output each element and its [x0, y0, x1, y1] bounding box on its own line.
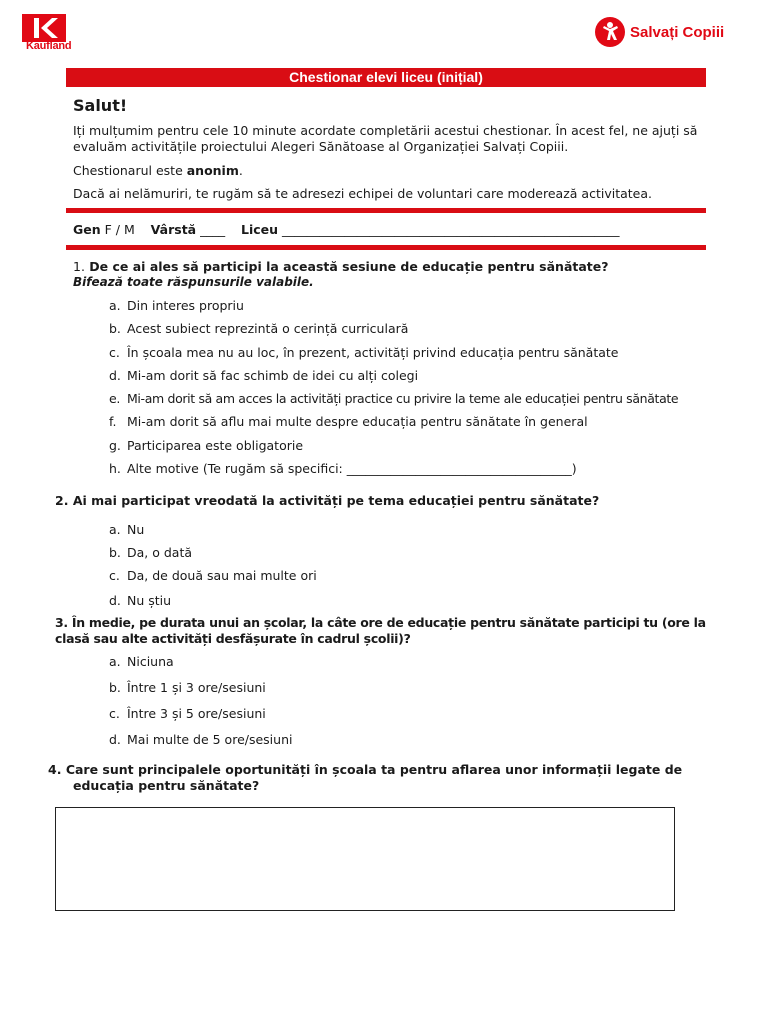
question-1 [73, 259, 609, 274]
salvati-copiii-logo-text: Salvați Copiii [630, 23, 725, 41]
intro-paragraph: Iți mulțumim pentru cele 10 minute acordate completării acestui chestionar. În acest fel, ne ajuți să evaluăm activitățile proiectului Alegeri Sănătoase al Organizației Salvați Copiii. [73, 123, 698, 154]
question-2-text: Ai mai participat vreodată la activități pe tema educației pentru sănătate? [72, 493, 600, 508]
question-1-number: 1. [73, 259, 85, 274]
question-1-hint: Bifează toate răspunsurile valabile. [73, 275, 314, 289]
option-text: În școala mea nu au loc, în prezent, activități privind educația pentru sănătate [127, 345, 619, 360]
age-label: Vârstă [150, 222, 197, 237]
separator-bar-top [66, 208, 706, 213]
option-letter: b. [109, 321, 121, 336]
question-3-text-line2: clasă sau alte activități desfășurate în cadrul școlii)? [55, 631, 411, 646]
q3-option-b[interactable] [109, 680, 266, 695]
question-4-text-line1: Care sunt principalele oportunități în școala ta pentru aflarea unor informații legate de [65, 762, 683, 777]
salvati-copiii-child-icon [594, 16, 626, 48]
q1-option-a[interactable] [109, 298, 244, 313]
q1-option-e[interactable] [109, 391, 678, 406]
option-text: Da, o dată [127, 545, 193, 560]
question-4 [48, 762, 682, 777]
option-letter: d. [109, 368, 121, 383]
separator-bar-bottom [66, 245, 706, 250]
option-letter: d. [109, 732, 121, 747]
q2-option-b[interactable] [109, 545, 192, 560]
option-letter: c. [109, 706, 120, 721]
option-text: Mi-am dorit să aflu mai multe despre educația pentru sănătate în general [127, 414, 588, 429]
option-text: Nu [127, 522, 145, 537]
kaufland-logo-icon [22, 14, 66, 42]
q1-option-f[interactable] [109, 414, 588, 429]
option-letter: f. [109, 414, 117, 429]
option-text: Participarea este obligatorie [127, 438, 304, 453]
option-text: Între 3 și 5 ore/sesiuni [127, 706, 266, 721]
anonymous-note-text: Chestionarul este [73, 163, 187, 178]
question-3-number: 3. [55, 615, 68, 630]
option-text: Nu știu [127, 593, 172, 608]
question-3-text-line1: În medie, pe durata unui an școlar, la câte ore de educație pentru sănătate participi tu (ore la [71, 615, 706, 630]
option-text: Din interes propriu [127, 298, 244, 313]
questionnaire-title: Chestionar elevi liceu (inițial) [66, 68, 706, 87]
option-letter: c. [109, 345, 120, 360]
option-text: Niciuna [127, 654, 174, 669]
option-letter: a. [109, 654, 121, 669]
q1-option-c[interactable] [109, 345, 619, 360]
option-letter: h. [109, 461, 121, 476]
demographics-row [73, 222, 620, 237]
q1-option-d[interactable] [109, 368, 418, 383]
gen-label: Gen [73, 222, 101, 237]
anonymous-note-end: . [238, 163, 243, 178]
question-2 [55, 493, 599, 508]
age-field[interactable]: ____ [200, 222, 226, 237]
option-letter: e. [109, 391, 120, 406]
option-letter: b. [109, 680, 121, 695]
greeting: Salut! [73, 96, 128, 115]
option-letter: d. [109, 593, 121, 608]
option-letter: g. [109, 438, 121, 453]
option-text: Alte motive (Te rugăm să specifici: ____________________________________) [127, 461, 577, 476]
option-text: Între 1 și 3 ore/sesiuni [127, 680, 266, 695]
option-text: Mi-am dorit să fac schimb de idei cu alți colegi [127, 368, 419, 383]
option-letter: a. [109, 298, 121, 313]
kaufland-logo-text: Kaufland [26, 40, 72, 52]
q1-option-h[interactable] [109, 461, 577, 476]
gen-options[interactable]: F / M [104, 222, 135, 237]
q3-option-a[interactable] [109, 654, 174, 669]
option-letter: a. [109, 522, 121, 537]
q2-option-d[interactable] [109, 593, 171, 608]
salvati-copiii-logo [594, 14, 724, 50]
option-text: Mi-am dorit să am acces la activități practice cu privire la teme ale educației pentru sănătate [127, 391, 679, 406]
option-text: Acest subiect reprezintă o cerință curriculară [127, 321, 409, 336]
anonymous-note [73, 163, 243, 178]
q2-option-a[interactable] [109, 522, 144, 537]
question-2-number: 2. [55, 493, 69, 508]
school-field[interactable]: ______________________________________________________ [282, 222, 620, 237]
q1-option-b[interactable] [109, 321, 408, 336]
q3-option-d[interactable] [109, 732, 292, 747]
option-text: Da, de două sau mai multe ori [127, 568, 317, 583]
question-1-text: De ce ai ales să participi la această sesiune de educație pentru sănătate? [89, 259, 609, 274]
option-text: Mai multe de 5 ore/sesiuni [127, 732, 293, 747]
option-letter: b. [109, 545, 121, 560]
question-4-number: 4. [48, 762, 62, 777]
question-4-answer-box[interactable] [55, 807, 675, 911]
anonymous-keyword: anonim [186, 163, 239, 178]
school-label: Liceu [241, 222, 279, 237]
question-4-text-line2: educația pentru sănătate? [73, 778, 260, 793]
q3-option-c[interactable] [109, 706, 266, 721]
q2-option-c[interactable] [109, 568, 317, 583]
q1-option-g[interactable] [109, 438, 303, 453]
contact-note: Dacă ai nelămuriri, te rugăm să te adresezi echipei de voluntari care moderează activitatea. [73, 186, 652, 201]
option-letter: c. [109, 568, 120, 583]
question-3 [55, 615, 706, 630]
